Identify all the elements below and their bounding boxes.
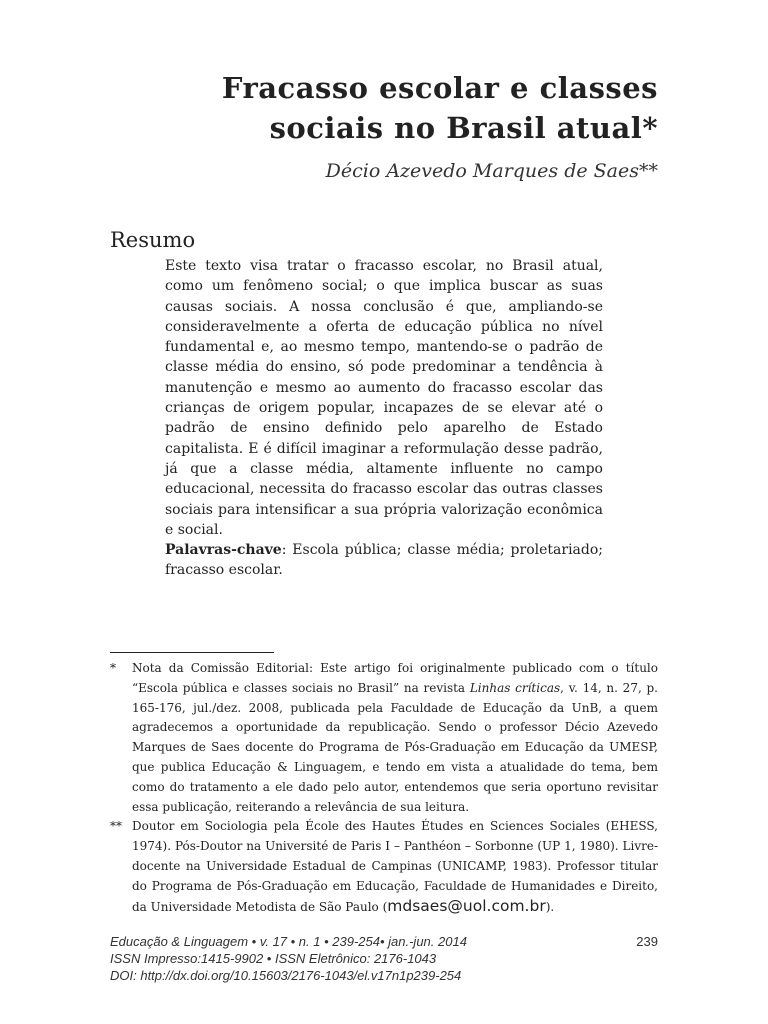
abstract-text: Este texto visa tratar o fracasso escolar, no Brasil atual, como um fenômeno social; o que implica buscar as suas causas sociais. A nossa conclusão é que, ampliando-se consideravelmente a oferta de educação pública no nível fundamental e, ao mesmo tempo, mantendo-se o padrão de classe média do ensino, só pode predominar a tendência à manutenção e mesmo ao aumento do fracasso escolar das crianças de origem popular, incapazes de se elevar até o padrão de ensino definido pelo aparelho de Estado capitalista. E é difícil imaginar a reformulação desse padrão, já que a classe média, altamente influente no campo educacional, necessita do fracasso escolar das outras classes sociais para intensificar a sua própria valorização econômica e social. [165,258,603,538]
keywords-label: Palavras-chave [165,542,282,559]
footnote-1-journal: Linhas críticas [469,680,561,695]
footnote-2-text-a: Doutor em Sociologia pela École des Hautes Études en Sciences Sociales (EHESS, 1974). Pós-Doutor na Université de Paris I – Panthéon – Sorbonne (UP 1, 1980). Livre-docente na Universidade Estadual de Campinas (UNICAMP, 1983). Professor titular do Programa de Pós-Graduação em Educação, Faculdade de Humanidades e Direito, da Universidade Metodista de São Paulo ( [132,819,658,914]
footnote-2-text-b: ). [545,899,555,914]
footnote-1 [110,659,658,817]
article-title-line-1: Fracasso escolar e classes [221,71,658,105]
footnote-2 [110,817,658,917]
footnote-1-text-b: , v. 14, n. 27, p. 165-176, jul./dez. 2008, publicada pela Faculdade de Educação da UnB, a quem agradecemos a oportunidade da republicação. Sendo o professor Décio Azevedo Marques de Saes docente do Programa de Pós-Graduação em Educação da UMESP, que publica Educação & Linguagem, e tendo em vista a atualidade do tema, bem como do tratamento a ele dado pelo autor, entendemos que seria oportuno revisitar essa publicação, reiterando a relevância de sua leitura. [132,680,658,814]
author-email-link[interactable]: mdsaes@uol.com.br [387,896,546,915]
author-name: Décio Azevedo Marques de Saes** [325,160,658,182]
footnote-2-marker: ** [110,819,122,834]
journal-citation: Educação & Linguagem • v. 17 • n. 1 • 239-254• jan.-jun. 2014 [110,934,467,949]
abstract-body [165,256,603,581]
footnote-1-marker: * [110,661,116,675]
keywords-paragraph [165,540,603,581]
article-title [138,68,658,148]
issn-line: ISSN Impresso:1415-9902 • ISSN Eletrônico: 2176-1043 [110,951,437,966]
abstract-heading: Resumo [110,228,196,252]
doi-line[interactable]: DOI: http://dx.doi.org/10.15603/2176-1043/el.v17n1p239-254 [110,968,462,983]
page-number: 239 [636,934,658,949]
keywords-text: : Escola pública; classe média; proletariado; fracasso escolar. [165,542,603,579]
page-footer [110,933,658,984]
article-title-line-2: sociais no Brasil atual* [269,111,658,145]
footnote-1-text-a: Nota da Comissão Editorial: Este artigo foi originalmente publicado com o título “Escola pública e classes sociais no Brasil” na revista [132,661,658,695]
footnote-divider [110,652,274,653]
footnotes [110,659,658,917]
